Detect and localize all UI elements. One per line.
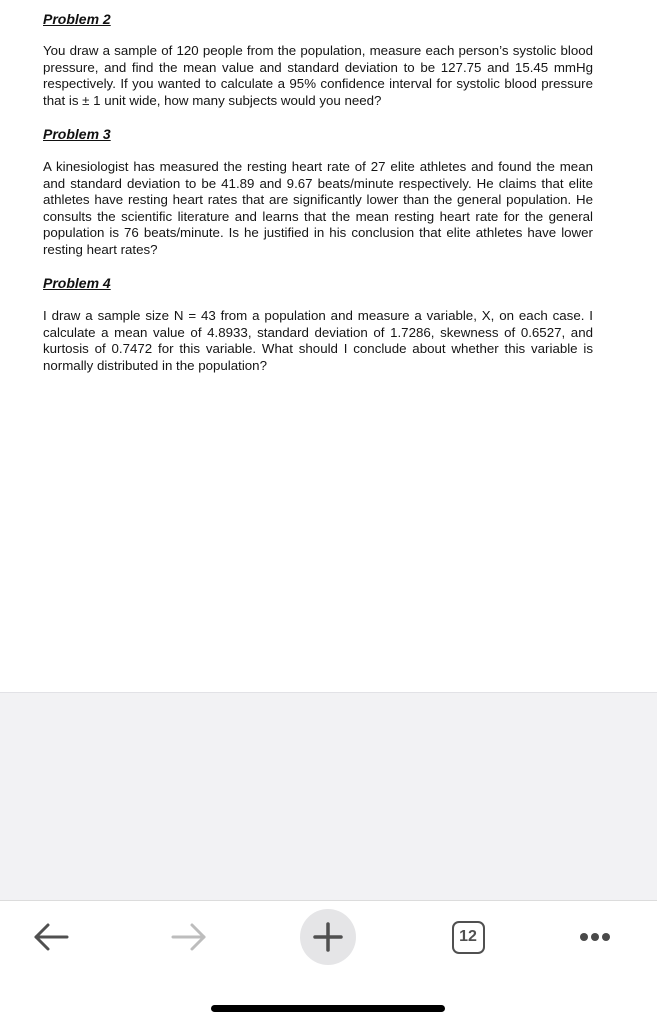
problem-3-section [43, 126, 593, 258]
home-indicator[interactable] [211, 1005, 445, 1012]
problem-3-text: A kinesiologist has measured the resting heart rate of 27 elite athletes and found the mean and standard deviation to be 41.89 and 9.67 beats/minute respectively. He claims that elite athletes have resting heart rates that are significantly lower than the general population. He consults the scientific literature and learns that the mean resting heart rate for the general population is 76 beats/minute. Is he justified in his conclusion that elite athletes have lower resting heart rates? [43, 159, 593, 257]
forward-button[interactable] [157, 909, 221, 965]
arrow-left-icon [31, 920, 71, 954]
problem-2-text: You draw a sample of 120 people from the population, measure each person’s systolic blood pressure, and find the mean value and standard deviation to be 127.75 and 15.45 mmHg respectively. If you wanted to calculate a 95% confidence interval for systolic blood pressure that is ± 1 unit wide, how many subjects would you need? [43, 43, 593, 108]
problem-2-heading: Problem 2 [43, 11, 111, 27]
plus-icon [312, 921, 344, 953]
problem-4-heading: Problem 4 [43, 275, 111, 291]
browser-toolbar [0, 900, 657, 1025]
new-tab-circle [300, 909, 356, 965]
arrow-right-icon [169, 920, 209, 954]
problem-3-heading: Problem 3 [43, 126, 111, 142]
tabs-button[interactable] [436, 909, 500, 965]
problem-4-section [43, 275, 593, 374]
viewer-background [0, 692, 657, 901]
more-dots-icon [580, 933, 610, 941]
back-button[interactable] [19, 909, 83, 965]
problem-2-section [43, 11, 593, 109]
tab-count-badge: 12 [452, 921, 485, 954]
more-button[interactable] [563, 909, 627, 965]
problem-4-text: I draw a sample size N = 43 from a population and measure a variable, X, on each case. I calculate a mean value of 4.8933, standard deviation of 1.7286, skewness of 0.6527, and kurtosis of 0.7472 for this variable. What should I conclude about whether this variable is normally distributed in the population? [43, 308, 593, 373]
new-tab-button[interactable] [296, 909, 360, 965]
